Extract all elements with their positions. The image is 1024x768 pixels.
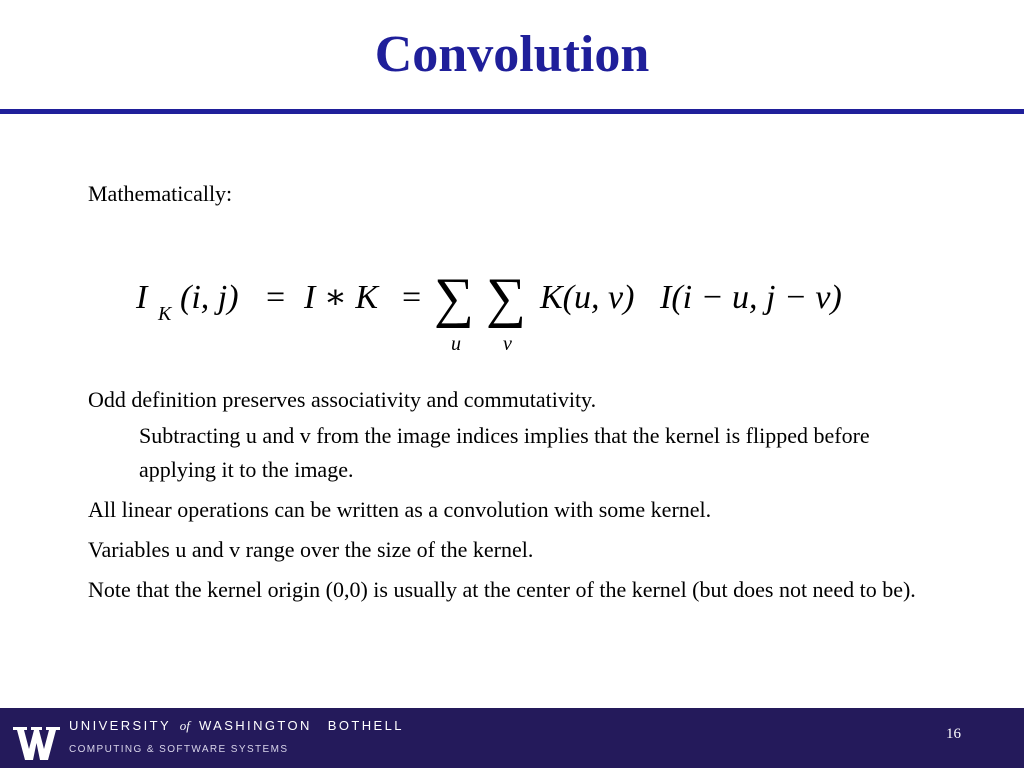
footer-bar [0, 708, 1024, 768]
formula-image-term: I(i − u, j − v) [660, 279, 842, 316]
title-divider [0, 109, 1024, 114]
formula-lhs-symbol: I [136, 279, 148, 316]
bullet-linear-operations: All linear operations can be written as a convolution with some kernel. [88, 497, 712, 522]
formula-equals-2: = [402, 279, 422, 316]
formula-sum-index-v: v [503, 333, 512, 355]
intro-text: Mathematically: [88, 181, 233, 206]
formula-sum-2: ∑ [486, 267, 526, 329]
bullet-variables-range: Variables u and v range over the size of the kernel. [88, 537, 534, 562]
formula-sum-index-u: u [451, 333, 461, 355]
university-name [69, 718, 404, 734]
formula-equals-1: = [266, 279, 286, 316]
uw-logo-icon [13, 727, 60, 760]
campus-label: BOTHELL [327, 718, 404, 733]
formula-kernel-term: K(u, v) [540, 279, 635, 316]
page-number: 16 [946, 726, 961, 742]
formula-lhs-args: (i, j) [180, 279, 239, 316]
slide-title: Convolution [374, 26, 650, 83]
university-label: UNIVERSITY [69, 718, 171, 733]
slide-body [88, 383, 938, 613]
bullet-kernel-origin: Note that the kernel origin (0,0) is usually at the center of the kernel (but does not need to be). [88, 577, 916, 602]
sub-bullet-flipped-kernel: Subtracting u and v from the image indices implies that the kernel is flipped before applying it to the image. [139, 423, 870, 482]
bullet-associativity: Odd definition preserves associativity and commutativity. [88, 387, 597, 412]
formula-lhs-subscript: K [158, 303, 172, 325]
department-name: COMPUTING & SOFTWARE SYSTEMS [69, 744, 289, 755]
convolution-formula [120, 262, 920, 362]
formula-middle: I ∗ K [304, 279, 379, 316]
formula-sum-1: ∑ [434, 267, 474, 329]
washington-label: WASHINGTON [198, 718, 312, 733]
university-of: of [179, 718, 190, 733]
